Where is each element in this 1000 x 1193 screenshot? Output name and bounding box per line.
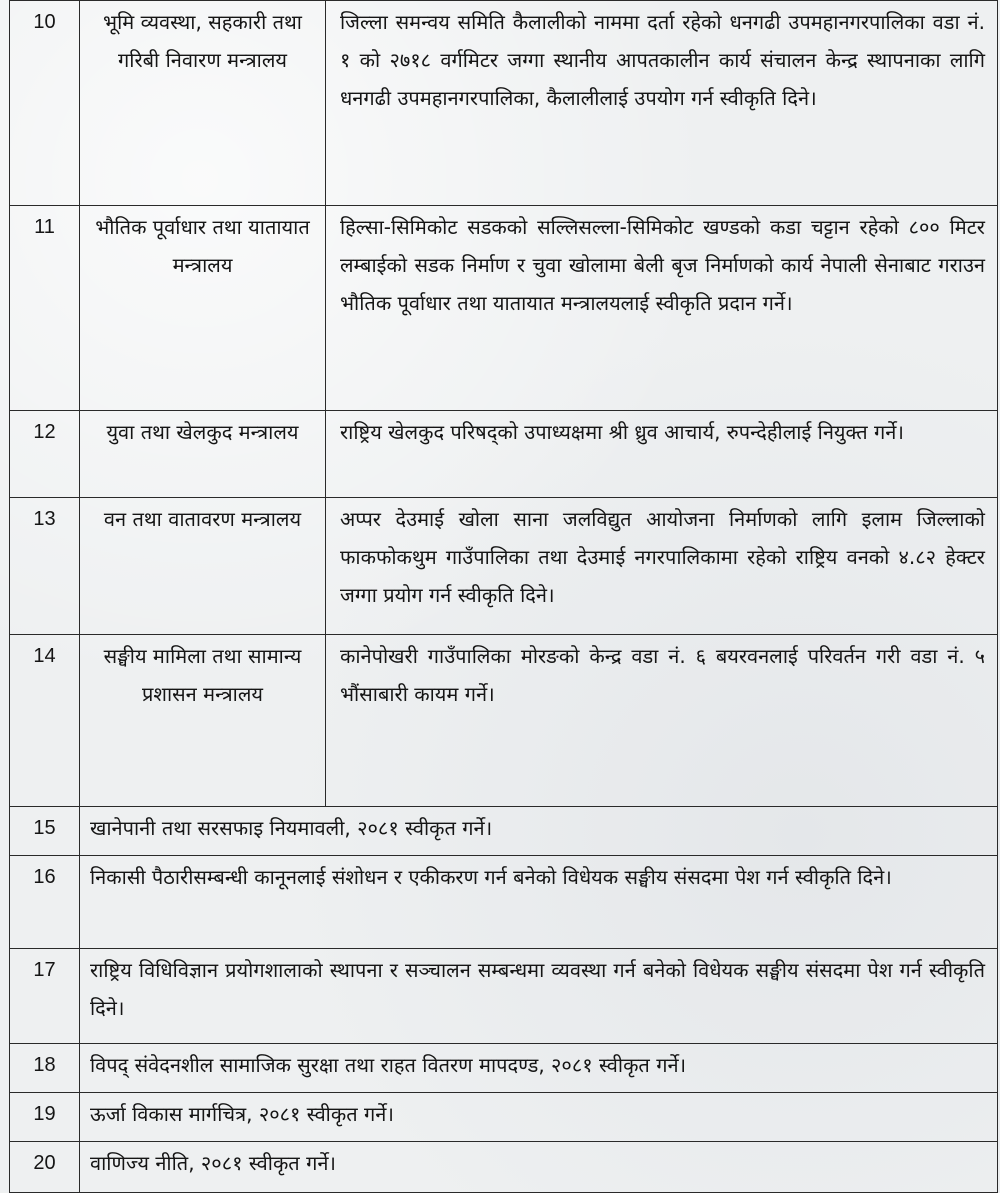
table-row: [10, 1044, 998, 1093]
row-number: 19: [10, 1093, 80, 1142]
decision-text: राष्ट्रिय खेलकुद परिषद्को उपाध्यक्षमा श्री ध्रुव आचार्य, रुपन्देहीलाई नियुक्त गर्ने।: [326, 411, 998, 498]
decision-text: निकासी पैठारीसम्बन्धी कानूनलाई संशोधन र एकीकरण गर्न बनेको विधेयक सङ्घीय संसदमा पेश गर्न स्वीकृति दिने।: [80, 856, 998, 949]
row-number: 10: [10, 1, 80, 206]
table-row: [10, 635, 998, 807]
decision-text: राष्ट्रिय विधिविज्ञान प्रयोगशालाको स्थापना र सञ्चालन सम्बन्धमा व्यवस्था गर्न बनेको विधेयक सङ्घीय संसदमा पेश गर्न स्वीकृति दिने।: [80, 949, 998, 1044]
ministry-name: सङ्घीय मामिला तथा सामान्य प्रशासन मन्त्रालय: [80, 635, 326, 807]
ministry-name: युवा तथा खेलकुद मन्त्रालय: [80, 411, 326, 498]
decision-text: अप्पर देउमाई खोला साना जलविद्युत आयोजना निर्माणको लागि इलाम जिल्लाको फाकफोकथुम गाउँपालिका तथा देउमाई नगरपालिकामा रहेको राष्ट्रिय वनको ४.८२ हेक्टर जग्गा प्रयोग गर्न स्वीकृति दिने।: [326, 498, 998, 635]
decision-text: खानेपानी तथा सरसफाइ नियमावली, २०८१ स्वीकृत गर्ने।: [80, 807, 998, 856]
table-row: [10, 498, 998, 635]
decision-text: कानेपोखरी गाउँपालिका मोरङको केन्द्र वडा नं. ६ बयरवनलाई परिवर्तन गरी वडा नं. ५ भौंसाबारी कायम गर्ने।: [326, 635, 998, 807]
table-row: [10, 1142, 998, 1193]
row-number: 12: [10, 411, 80, 498]
row-number: 16: [10, 856, 80, 949]
row-number: 15: [10, 807, 80, 856]
ministry-name: भूमि व्यवस्था, सहकारी तथा गरिबी निवारण मन्त्रालय: [80, 1, 326, 206]
row-number: 20: [10, 1142, 80, 1193]
cabinet-decisions-table: [9, 0, 998, 1193]
table-row: [10, 856, 998, 949]
decision-text: हिल्सा-सिमिकोट सडकको सल्लिसल्ला-सिमिकोट खण्डको कडा चट्टान रहेको ८०० मिटर लम्बाईको सडक निर्माण र चुवा खोलामा बेली बृज निर्माणको कार्य नेपाली सेनाबाट गराउन भौतिक पूर्वाधार तथा यातायात मन्त्रालयलाई स्वीकृति प्रदान गर्ने।: [326, 206, 998, 411]
row-number: 18: [10, 1044, 80, 1093]
decision-text: ऊर्जा विकास मार्गचित्र, २०८१ स्वीकृत गर्ने।: [80, 1093, 998, 1142]
row-number: 17: [10, 949, 80, 1044]
ministry-name: वन तथा वातावरण मन्त्रालय: [80, 498, 326, 635]
row-number: 13: [10, 498, 80, 635]
table-row: [10, 411, 998, 498]
decision-text: वाणिज्य नीति, २०८१ स्वीकृत गर्ने।: [80, 1142, 998, 1193]
table-row: [10, 949, 998, 1044]
ministry-name: भौतिक पूर्वाधार तथा यातायात मन्त्रालय: [80, 206, 326, 411]
row-number: 11: [10, 206, 80, 411]
table-row: [10, 1, 998, 206]
table-row: [10, 807, 998, 856]
row-number: 14: [10, 635, 80, 807]
decision-text: जिल्ला समन्वय समिति कैलालीको नाममा दर्ता रहेको धनगढी उपमहानगरपालिका वडा नं. १ को २७१८ वर्गमिटर जग्गा स्थानीय आपतकालीन कार्य संचालन केन्द्र स्थापनाका लागि धनगढी उपमहानगरपालिका, कैलालीलाई उपयोग गर्न स्वीकृति दिने।: [326, 1, 998, 206]
decision-text: विपद् संवेदनशील सामाजिक सुरक्षा तथा राहत वितरण मापदण्ड, २०८१ स्वीकृत गर्ने।: [80, 1044, 998, 1093]
table-row: [10, 206, 998, 411]
table-row: [10, 1093, 998, 1142]
